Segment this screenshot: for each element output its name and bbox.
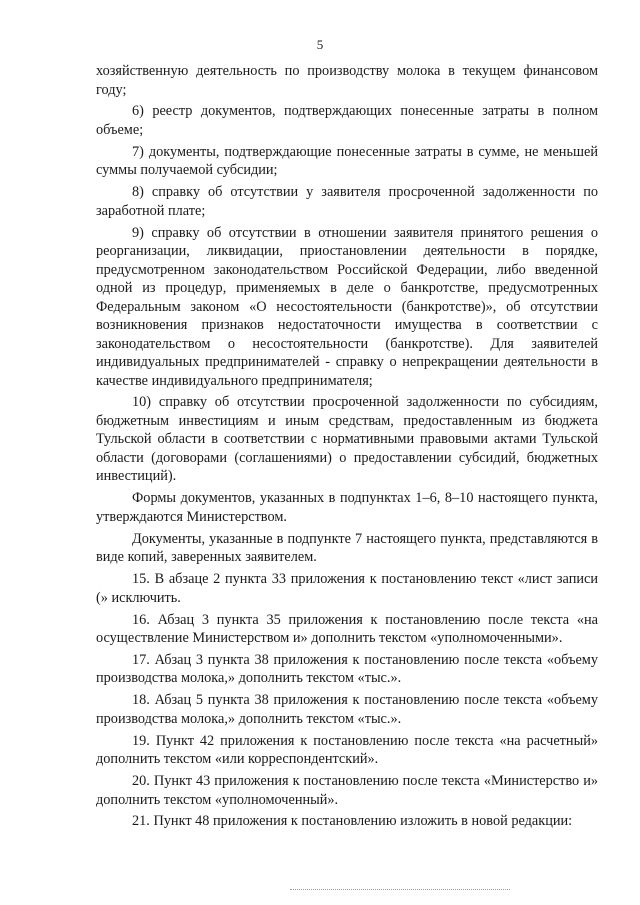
paragraph: 18. Абзац 5 пункта 38 приложения к постановлению после текста «объему производства молока,» дополнить текстом «тыс.».	[96, 692, 598, 727]
paragraph: 15. В абзаце 2 пункта 33 приложения к постановлению текст «лист записи (» исключить.	[96, 571, 598, 606]
paragraph: 21. Пункт 48 приложения к постановлению изложить в новой редакции:	[132, 813, 573, 830]
document-body	[96, 62, 598, 834]
paragraph: хозяйственную деятельность по производству молока в текущем финансовом году;	[96, 63, 598, 98]
paragraph: Документы, указанные в подпункте 7 настоящего пункта, представляются в виде копий, заверенных заявителем.	[96, 530, 598, 566]
paragraph: 10) справку об отсутствии просроченной задолженности по субсидиям, бюджетным инвестициям и иным средствам, предоставленным из бюджета Тульской области в соответствии с нормативными правовыми актами Тульской области (договорами (соглашениями) о предоставлении субсидий, бюджетных инвестиций).	[96, 394, 598, 485]
paragraph: 8) справку об отсутствии у заявителя просроченной задолженности по заработной плате;	[96, 184, 598, 219]
paragraph: 16. Абзац 3 пункта 35 приложения к постановлению после текста «на осуществление Министерством и» дополнить текстом «уполномоченными».	[96, 611, 598, 647]
paragraph: 6) реестр документов, подтверждающих понесенные затраты в полном объеме;	[96, 103, 598, 138]
paragraph: 17. Абзац 3 пункта 38 приложения к постановлению после текста «объему производства молока,» дополнить текстом «тыс.».	[96, 651, 598, 687]
paragraph: 7) документы, подтверждающие понесенные затраты в сумме, не меньшей суммы получаемой субсидии;	[96, 143, 598, 179]
paragraph: 20. Пункт 43 приложения к постановлению после текста «Министерство и» дополнить текстом «уполномоченный».	[96, 773, 598, 808]
paragraph: Формы документов, указанных в подпунктах 1–6, 8–10 настоящего пункта, утверждаются Министерством.	[96, 490, 598, 525]
scan-artifact	[290, 889, 510, 893]
paragraph: 9) справку об отсутствии в отношении заявителя принятого решения о реорганизации, ликвидации, приостановлении деятельности в порядке, предусмотренном законодательством Российской Федерации, либо введенной одной из процедур, применяемых в деле о банкротстве, предусмотренных Федеральным законом «О несостоятельности (банкротстве)», об отсутствии возникновения признаков недостаточности имущества в соответствии с законодательством о несостоятельности (банкротстве). Для заявителей индивидуальных предпринимателей - справку о непрекращении деятельности в качестве индивидуального предпринимателя;	[96, 224, 598, 389]
page-number: 5	[316, 37, 324, 52]
paragraph: 19. Пункт 42 приложения к постановлению после текста «на расчетный» дополнить текстом «или корреспондентский».	[96, 732, 598, 768]
